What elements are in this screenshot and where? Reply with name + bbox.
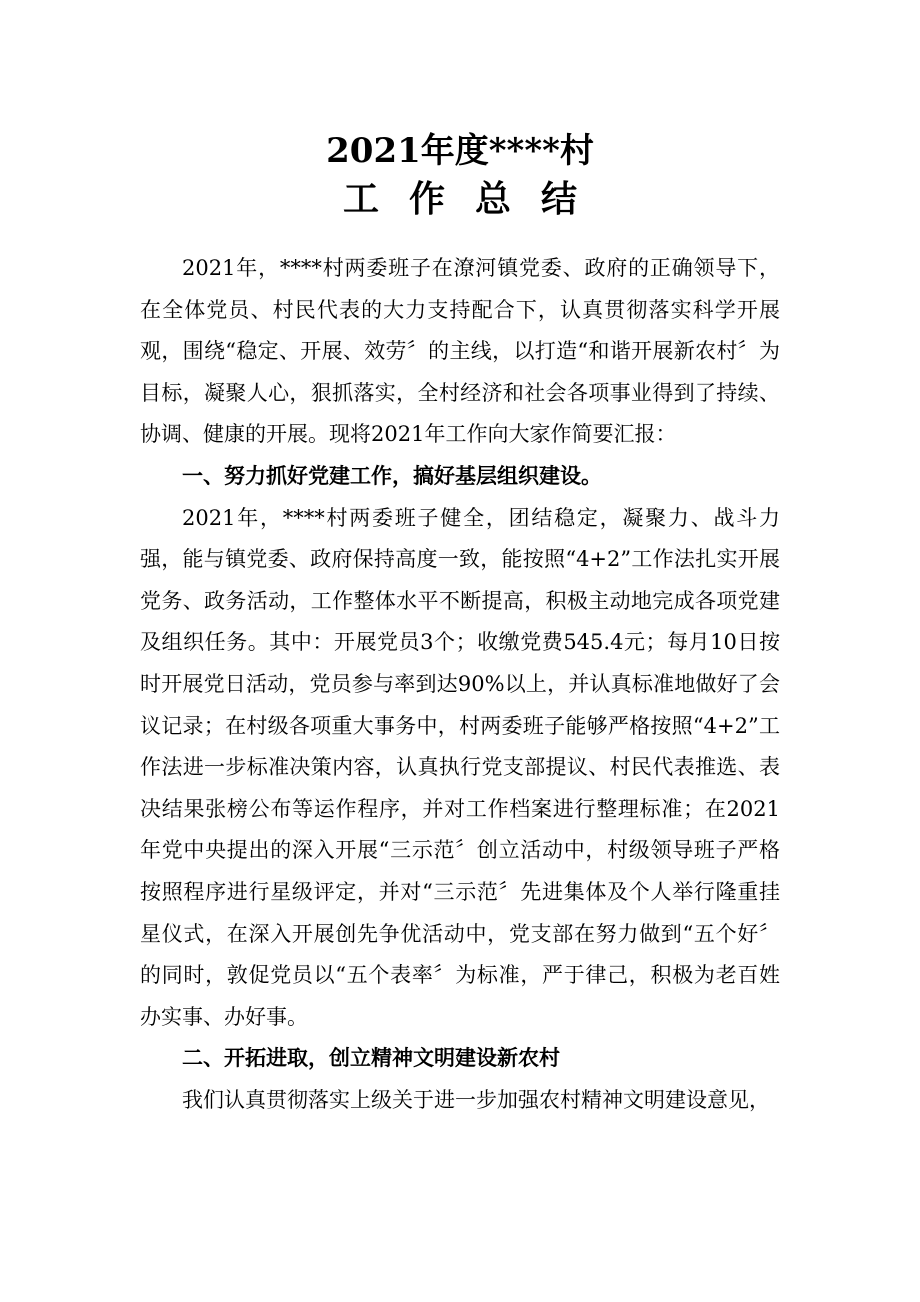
- document-title: 2021年度****村: [326, 131, 594, 171]
- section-heading-2: 二、开拓进取，创立精神文明建设新农村: [182, 1046, 560, 1071]
- paragraph-party-building: 2021年，****村两委班子健全，团结稳定，凝聚力、战斗力强，能与镇党委、政府保持高度一致，能按照“4+2”工作法扎实开展党务、政务活动，工作整体水平不断提高，积极主动地完成各项党建及组织任务。其中：开展党员3个；收缴党费545.4元；每月10日按时开展党日活动，党员参与率到达90%以上，并认真标准地做好了会议记录；在村级各项重大事务中，村两委班子能够严格按照“4+2”工作法进一步标准决策内容，认真执行党支部提议、村民代表推选、表决结果张榜公布等运作程序，并对工作档案进行整理标准；在2021年党中央提出的深入开展“三示范〞创立活动中，村级领导班子严格按照程序进行星级评定，并对“三示范〞先进集体及个人举行隆重挂星仪式，在深入开展创先争优活动中，党支部在努力做到“五个好〞的同时，敦促党员以“五个表率〞为标准，严于律己，积极为老百姓办实事、办好事。: [140, 505, 780, 1029]
- paragraph-civilization: 我们认真贯彻落实上级关于进一步加强农村精神文明建设意见，: [182, 1087, 770, 1112]
- document-subtitle: 工作总结: [342, 178, 607, 220]
- paragraph-intro: 2021年，****村两委班子在潦河镇党委、政府的正确领导下，在全体党员、村民代表的大力支持配合下，认真贯彻落实科学开展观，围绕“稳定、开展、效劳〞的主线，以打造“和谐开展新农村〞为目标，凝聚人心，狠抓落实，全村经济和社会各项事业得到了持续、协调、健康的开展。现将2021年工作向大家作简要汇报：: [140, 256, 780, 447]
- section-heading-1: 一、努力抓好党建工作，搞好基层组织建设。: [182, 463, 602, 488]
- document-body: [140, 248, 780, 1121]
